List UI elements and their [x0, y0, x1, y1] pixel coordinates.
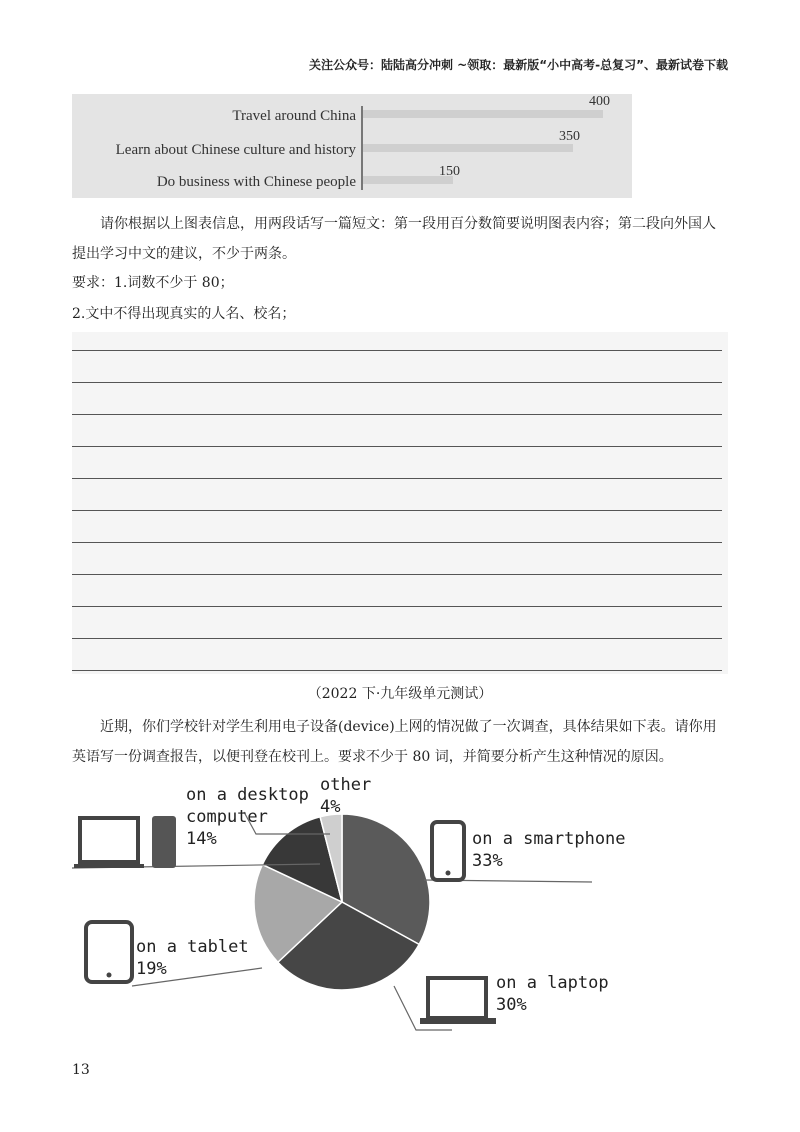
bar-category-label: Travel around China [232, 108, 356, 124]
task1-requirement-2: 2.文中不得出现真实的人名、校名； [72, 306, 296, 322]
task2-instruction: 近期，你们学校针对学生利用电子设备(device)上网的情况做了一次调查，具体结果如下表。请你用英语写一份调查报告，以便刊登在校刊上。要求不少于 80 词，并简要分析产生这种情况的原因。 [72, 719, 717, 765]
bar-chart-figure [72, 94, 632, 198]
page-number: 13 [72, 1062, 90, 1078]
writing-line [72, 414, 722, 415]
writing-line [72, 638, 722, 639]
writing-line [72, 574, 722, 575]
tablet-icon [86, 922, 132, 982]
pie-label-other: other 4% [320, 775, 372, 817]
task1-instruction: 请你根据以上图表信息，用两段话写一篇短文：第一段用百分数简要说明图表内容；第二段向外国人提出学习中文的建议，不少于两条。 [72, 216, 716, 262]
bar-value-label: 350 [559, 129, 580, 144]
desktop-computer-icon [74, 816, 176, 868]
bar-value-label: 400 [589, 94, 610, 109]
task2-source: （2022 下·九年级单元测试） [307, 686, 493, 702]
pie-label-tablet: on a tablet 19% [136, 937, 249, 979]
bar-category-label: Do business with Chinese people [156, 174, 356, 190]
writing-line [72, 542, 722, 543]
smartphone-icon [432, 822, 464, 880]
page-header: 关注公众号：陆陆高分冲刺 ~领取：最新版“小中高考-总复习”、最新试卷下载 [309, 58, 728, 72]
writing-line [72, 446, 722, 447]
pie-label-desktop: on a desktop computer 14% [186, 785, 309, 849]
bar-value-label: 150 [439, 164, 460, 179]
bar [363, 110, 603, 118]
pie-chart-figure [72, 772, 728, 1032]
writing-line [72, 350, 722, 351]
writing-lines[interactable] [72, 332, 728, 674]
writing-line [72, 510, 722, 511]
writing-line [72, 670, 722, 671]
writing-line [72, 382, 722, 383]
writing-line [72, 606, 722, 607]
laptop-icon [420, 978, 496, 1024]
bar-category-label: Learn about Chinese culture and history [115, 142, 356, 158]
pie-label-smartphone: on a smartphone 33% [472, 829, 626, 871]
bar [363, 144, 573, 152]
pie-label-laptop: on a laptop 30% [496, 973, 609, 1015]
task1-requirement: 要求：1.词数不少于 80； [72, 275, 234, 291]
writing-line [72, 478, 722, 479]
pie-chart [72, 772, 728, 1032]
